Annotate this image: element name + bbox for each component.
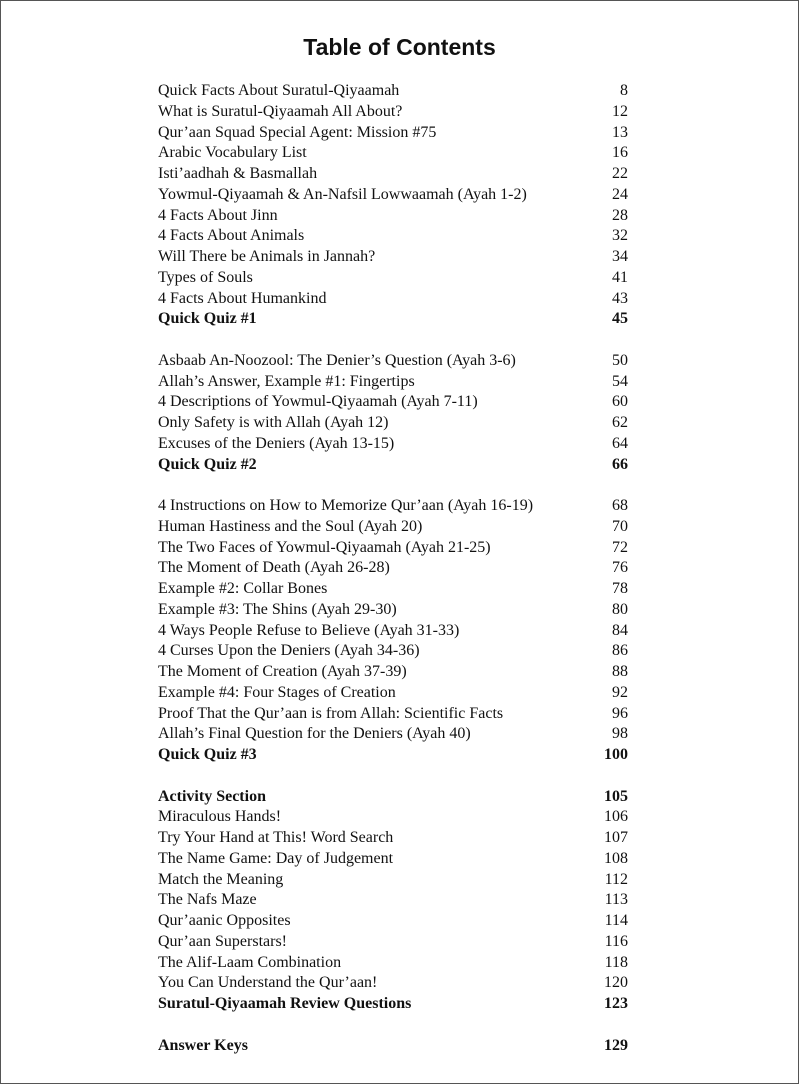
toc-entry[interactable] bbox=[158, 994, 628, 1015]
toc-entry[interactable] bbox=[158, 724, 628, 745]
toc-entry-title: Only Safety is with Allah (Ayah 12) bbox=[158, 414, 389, 431]
toc-entry-title: What is Suratul-Qiyaamah All About? bbox=[158, 102, 403, 120]
toc-entry-page-number: 129 bbox=[604, 1036, 628, 1054]
toc-entry-page-number: 98 bbox=[612, 725, 628, 743]
toc-entry-page-number: 113 bbox=[604, 891, 628, 909]
toc-entry[interactable] bbox=[158, 496, 628, 517]
toc-entry[interactable] bbox=[158, 102, 628, 123]
toc-entry[interactable] bbox=[158, 890, 628, 911]
toc-entry-title: Types of Souls bbox=[158, 268, 253, 286]
toc-entry-page-number: 34 bbox=[612, 248, 628, 265]
toc-entry[interactable] bbox=[158, 704, 628, 725]
toc-entry[interactable] bbox=[158, 828, 628, 849]
toc-entry-page-number: 84 bbox=[612, 621, 628, 639]
toc-entry[interactable] bbox=[158, 953, 628, 974]
toc-entry[interactable] bbox=[158, 392, 628, 413]
toc-entry-page-number: 92 bbox=[612, 683, 628, 701]
toc-entry[interactable] bbox=[158, 538, 628, 559]
toc-entry-title: Asbaab An-Noozool: The Denier’s Question (Ayah 3-6) bbox=[158, 351, 516, 369]
toc-entry[interactable] bbox=[158, 372, 628, 393]
toc-entry-page-number: 78 bbox=[612, 580, 628, 597]
toc-entry-title: Activity Section bbox=[158, 787, 266, 805]
toc-entry-title: Answer Keys bbox=[158, 1036, 248, 1054]
toc-entry-page-number: 68 bbox=[612, 497, 628, 514]
toc-entry[interactable] bbox=[158, 434, 628, 455]
toc-entry[interactable] bbox=[158, 641, 628, 662]
toc-entry-title: Quick Quiz #2 bbox=[158, 455, 257, 473]
toc-entry-title: Try Your Hand at This! Word Search bbox=[158, 829, 394, 846]
toc-entry-page-number: 64 bbox=[612, 434, 628, 452]
toc-entry-page-number: 8 bbox=[620, 82, 628, 99]
toc-entry[interactable] bbox=[158, 745, 628, 766]
toc-entry-title: Example #4: Four Stages of Creation bbox=[158, 683, 396, 701]
toc-entry-page-number: 66 bbox=[612, 455, 628, 473]
toc-entry-page-number: 100 bbox=[604, 746, 628, 763]
toc-entry-title: Example #2: Collar Bones bbox=[158, 580, 328, 597]
toc-entry[interactable] bbox=[158, 787, 628, 808]
toc-entry[interactable] bbox=[158, 123, 628, 144]
toc-entry-title: Yowmul-Qiyaamah & An-Nafsil Lowwaamah (Ayah 1-2) bbox=[158, 185, 527, 203]
toc-entry-page-number: 50 bbox=[612, 351, 628, 369]
toc-entry[interactable] bbox=[158, 807, 628, 828]
section-spacer bbox=[158, 475, 628, 496]
toc-entry-page-number: 76 bbox=[612, 559, 628, 577]
section-spacer bbox=[158, 330, 628, 351]
toc-entry-page-number: 80 bbox=[612, 600, 628, 618]
toc-entry-page-number: 96 bbox=[612, 704, 628, 722]
toc-entry[interactable] bbox=[158, 81, 628, 102]
toc-entry-title: Quick Quiz #1 bbox=[158, 310, 257, 328]
toc-entry-page-number: 22 bbox=[612, 165, 628, 182]
toc-entry[interactable] bbox=[158, 413, 628, 434]
toc-entry-page-number: 107 bbox=[604, 829, 628, 846]
toc-entry-title: Allah’s Final Question for the Deniers (Ayah 40) bbox=[158, 725, 471, 743]
toc-entry[interactable] bbox=[158, 683, 628, 704]
toc-entry-title: Excuses of the Deniers (Ayah 13-15) bbox=[158, 434, 395, 452]
toc-entry-title: The Name Game: Day of Judgement bbox=[158, 849, 394, 867]
toc-entry-page-number: 24 bbox=[612, 185, 628, 203]
toc-entry-page-number: 86 bbox=[612, 642, 628, 660]
table-of-contents bbox=[158, 81, 628, 1056]
toc-entry-title: 4 Descriptions of Yowmul-Qiyaamah (Ayah 7-11) bbox=[158, 393, 478, 411]
toc-entry[interactable] bbox=[158, 351, 628, 372]
toc-entry-title: The Nafs Maze bbox=[158, 891, 257, 909]
toc-entry-title: The Moment of Creation (Ayah 37-39) bbox=[158, 663, 407, 680]
toc-entry-title: Proof That the Qur’aan is from Allah: Scientific Facts bbox=[158, 704, 504, 722]
toc-entry-page-number: 60 bbox=[612, 393, 628, 411]
toc-entry[interactable] bbox=[158, 558, 628, 579]
toc-entry-page-number: 41 bbox=[612, 268, 628, 286]
toc-entry-page-number: 88 bbox=[612, 663, 628, 680]
toc-entry-page-number: 116 bbox=[604, 932, 628, 950]
toc-entry[interactable] bbox=[158, 849, 628, 870]
toc-entry-title: Qur’aanic Opposites bbox=[158, 912, 291, 929]
toc-entry-page-number: 72 bbox=[612, 538, 628, 556]
toc-entry[interactable] bbox=[158, 206, 628, 227]
toc-entry[interactable] bbox=[158, 870, 628, 891]
toc-entry-title: Miraculous Hands! bbox=[158, 808, 282, 826]
toc-entry-title: Qur’aan Squad Special Agent: Mission #75 bbox=[158, 123, 437, 141]
toc-entry-page-number: 105 bbox=[604, 787, 628, 805]
section-spacer bbox=[158, 1015, 628, 1036]
toc-entry-title: Human Hastiness and the Soul (Ayah 20) bbox=[158, 517, 423, 535]
toc-entry-title: Quick Facts About Suratul-Qiyaamah bbox=[158, 82, 400, 99]
toc-entry-page-number: 118 bbox=[604, 953, 628, 971]
toc-entry-title: 4 Curses Upon the Deniers (Ayah 34-36) bbox=[158, 642, 420, 660]
toc-entry-page-number: 120 bbox=[604, 974, 628, 992]
toc-entry-title: Qur’aan Superstars! bbox=[158, 932, 287, 950]
toc-entry-page-number: 108 bbox=[604, 849, 628, 867]
toc-entry-title: The Two Faces of Yowmul-Qiyaamah (Ayah 21-25) bbox=[158, 538, 491, 556]
toc-entry-title: Example #3: The Shins (Ayah 29-30) bbox=[158, 600, 397, 618]
toc-entry[interactable] bbox=[158, 164, 628, 185]
toc-entry-page-number: 106 bbox=[604, 808, 628, 826]
toc-entry-page-number: 62 bbox=[612, 414, 628, 431]
toc-entry-page-number: 112 bbox=[604, 870, 628, 888]
toc-entry[interactable] bbox=[158, 973, 628, 994]
toc-entry-title: The Alif-Laam Combination bbox=[158, 953, 342, 971]
toc-entry[interactable] bbox=[158, 309, 628, 330]
toc-entry[interactable] bbox=[158, 1036, 628, 1057]
toc-entry-title: Arabic Vocabulary List bbox=[158, 144, 307, 162]
toc-entry-page-number: 28 bbox=[612, 206, 628, 224]
toc-entry-title: Allah’s Answer, Example #1: Fingertips bbox=[158, 372, 415, 390]
toc-entry[interactable] bbox=[158, 143, 628, 164]
toc-entry-title: The Moment of Death (Ayah 26-28) bbox=[158, 559, 390, 577]
toc-entry-page-number: 45 bbox=[612, 310, 628, 328]
toc-entry-title: Isti’aadhah & Basmallah bbox=[158, 165, 318, 182]
toc-entry-title: You Can Understand the Qur’aan! bbox=[158, 974, 378, 992]
toc-entry-title: Suratul-Qiyaamah Review Questions bbox=[158, 995, 412, 1012]
toc-entry-page-number: 114 bbox=[604, 912, 628, 929]
toc-entry-title: 4 Facts About Animals bbox=[158, 227, 305, 245]
toc-entry-page-number: 12 bbox=[612, 102, 628, 120]
toc-entry[interactable] bbox=[158, 226, 628, 247]
toc-entry[interactable] bbox=[158, 911, 628, 932]
toc-entry-page-number: 16 bbox=[612, 144, 628, 162]
toc-entry-title: 4 Instructions on How to Memorize Qur’aan (Ayah 16-19) bbox=[158, 497, 534, 514]
toc-entry[interactable] bbox=[158, 579, 628, 600]
toc-entry-page-number: 43 bbox=[612, 289, 628, 307]
toc-entry[interactable] bbox=[158, 517, 628, 538]
toc-entry-page-number: 54 bbox=[612, 372, 628, 390]
toc-entry[interactable] bbox=[158, 268, 628, 289]
toc-entry[interactable] bbox=[158, 932, 628, 953]
toc-entry-title: Will There be Animals in Jannah? bbox=[158, 248, 376, 265]
toc-entry-page-number: 123 bbox=[604, 995, 628, 1012]
page-title: Table of Contents bbox=[303, 34, 496, 60]
toc-entry-title: Quick Quiz #3 bbox=[158, 746, 257, 763]
toc-entry-page-number: 13 bbox=[612, 123, 628, 141]
toc-entry[interactable] bbox=[158, 455, 628, 476]
toc-entry-title: 4 Ways People Refuse to Believe (Ayah 31-33) bbox=[158, 621, 460, 639]
toc-entry-page-number: 70 bbox=[612, 517, 628, 535]
toc-entry[interactable] bbox=[158, 621, 628, 642]
toc-entry[interactable] bbox=[158, 247, 628, 268]
toc-entry[interactable] bbox=[158, 600, 628, 621]
toc-entry-title: 4 Facts About Jinn bbox=[158, 206, 278, 224]
toc-entry-title: Match the Meaning bbox=[158, 870, 284, 888]
toc-entry[interactable] bbox=[158, 662, 628, 683]
toc-entry[interactable] bbox=[158, 185, 628, 206]
section-spacer bbox=[158, 766, 628, 787]
toc-entry-page-number: 32 bbox=[612, 227, 628, 245]
toc-entry[interactable] bbox=[158, 289, 628, 310]
toc-entry-title: 4 Facts About Humankind bbox=[158, 289, 327, 307]
